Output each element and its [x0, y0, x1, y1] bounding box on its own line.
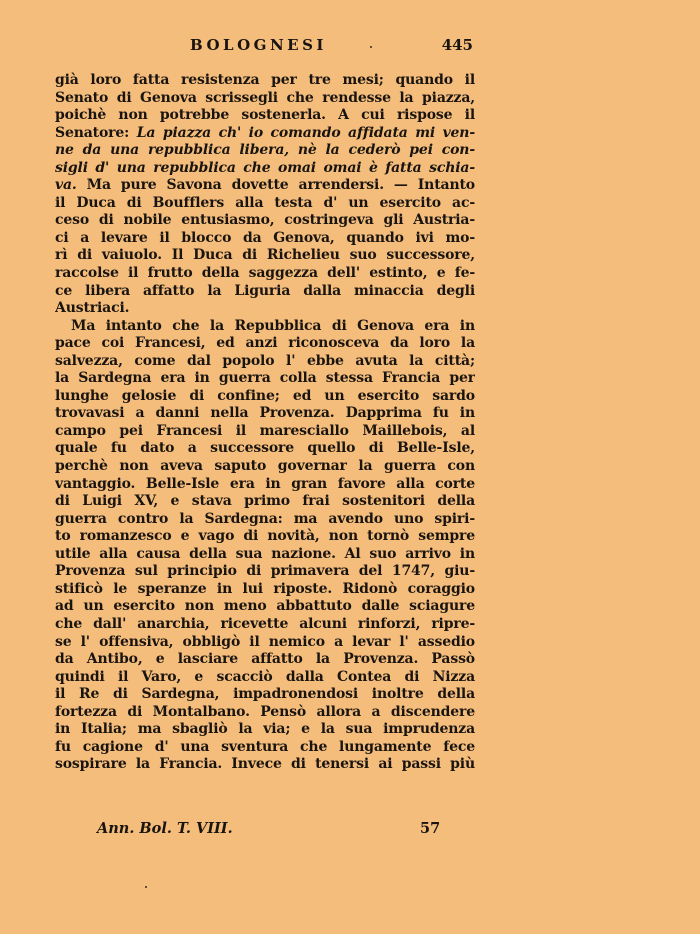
text-line	[55, 651, 475, 669]
text-line	[55, 90, 475, 108]
line-text: to romanzesco e vago di novità, non tornò sempre	[55, 528, 475, 545]
line-text: salvezza, come dal popolo l' ebbe avuta la città;	[55, 352, 475, 369]
text-line	[55, 388, 475, 406]
line-text: utile alla causa della sua nazione. Al suo arrivo in	[55, 545, 475, 562]
line-text: Senatore:	[55, 124, 137, 141]
line-text: se l' offensiva, obbligò il nemico a levar l' assedio	[55, 633, 475, 650]
signature-number: 57	[420, 820, 441, 837]
line-text: la Sardegna era in guerra colla stessa Francia per	[55, 370, 475, 387]
text-line	[55, 458, 475, 476]
text-line	[55, 476, 475, 494]
text-line	[55, 107, 475, 125]
line-text: ci a levare il blocco da Genova, quando ivi mo-	[55, 229, 475, 246]
line-text: il Duca di Boufflers alla testa d' un esercito ac-	[55, 194, 475, 211]
printer-signature	[55, 820, 475, 842]
text-line	[55, 511, 475, 529]
text-line	[55, 195, 475, 213]
text-line	[55, 160, 475, 178]
text-line	[55, 598, 475, 616]
text-line	[55, 423, 475, 441]
text-line	[55, 581, 475, 599]
running-title: BOLOGNESI	[190, 36, 327, 54]
text-line	[55, 247, 475, 265]
running-head	[55, 36, 475, 58]
line-italic-text: va.	[55, 177, 77, 194]
text-line	[55, 142, 475, 160]
text-line	[55, 318, 475, 336]
line-text: ceso di nobile entusiasmo, costringeva gli Austria-	[55, 212, 475, 229]
text-line	[55, 546, 475, 564]
line-text: poichè non potrebbe sostenerla. A cui rispose il	[55, 107, 475, 124]
line-text: ce libera affatto la Liguria dalla minaccia degli	[55, 282, 475, 299]
text-line	[55, 125, 475, 143]
text-line	[55, 72, 475, 90]
line-text: vantaggio. Belle-Isle era in gran favore alla corte	[55, 475, 475, 492]
text-line	[55, 353, 475, 371]
line-italic-text: sigli d' una repubblica che omai omai è fatta schia-	[55, 159, 475, 176]
line-text: di Luigi XV, e stava primo frai sostenitori della	[55, 493, 475, 510]
line-text: campo pei Francesi il maresciallo Maillebois, al	[55, 422, 475, 439]
text-line	[55, 704, 475, 722]
line-text: trovavasi a danni nella Provenza. Dapprima fu in	[55, 405, 475, 422]
line-text: guerra contro la Sardegna: ma avendo uno spiri-	[55, 510, 475, 527]
line-text: il Re di Sardegna, impadronendosi inoltre della	[55, 686, 475, 703]
text-line	[55, 283, 475, 301]
line-text: lunghe gelosie di confine; ed un esercito sardo	[55, 387, 475, 404]
line-text: da Antibo, e lasciare affatto la Provenza. Passò	[55, 651, 475, 668]
line-text: raccolse il frutto della saggezza dell' estinto, e fe-	[55, 265, 475, 282]
text-line	[55, 405, 475, 423]
line-text: quindi il Varo, e scacciò dalla Contea di Nizza	[55, 668, 475, 685]
page-number: 445	[441, 36, 473, 54]
line-text: sospirare la Francia. Invece di tenersi ai passi più	[55, 756, 475, 773]
text-line	[55, 756, 475, 774]
text-line	[55, 212, 475, 230]
line-text: rì di vaiuolo. Il Duca di Richelieu suo successore,	[55, 247, 475, 264]
paper-speck	[370, 46, 372, 48]
text-line	[55, 634, 475, 652]
text-line	[55, 265, 475, 283]
body-text	[55, 72, 475, 774]
text-line	[55, 177, 475, 195]
text-line	[55, 335, 475, 353]
text-line	[55, 440, 475, 458]
text-line	[55, 528, 475, 546]
line-italic-text: ne da una repubblica libera, nè la cederò pei con-	[55, 142, 475, 159]
text-line	[55, 669, 475, 687]
paper-speck	[145, 886, 147, 888]
line-text: Provenza sul principio di primavera del 1747, giu-	[55, 563, 475, 580]
line-text: Senato di Genova scrissegli che rendesse la piazza,	[55, 89, 475, 106]
line-text: che dall' anarchia, ricevette alcuni rinforzi, ripre-	[55, 615, 475, 632]
line-text: fu cagione d' una sventura che lungamente fece	[55, 738, 475, 755]
line-text: già loro fatta resistenza per tre mesi; quando il	[55, 72, 475, 88]
line-text: Austriaci.	[55, 300, 130, 317]
text-line	[55, 616, 475, 634]
text-line	[55, 686, 475, 704]
line-text: Ma pure Savona dovette arrendersi. — Intanto	[76, 177, 475, 194]
text-line	[55, 300, 475, 318]
line-text: in Italia; ma sbagliò la via; e la sua imprudenza	[55, 721, 475, 738]
line-text: stificò le speranze in lui riposte. Ridonò coraggio	[55, 580, 475, 597]
text-line	[55, 721, 475, 739]
text-line	[55, 739, 475, 757]
text-line	[55, 493, 475, 511]
line-text: ad un esercito non meno abbattuto dalle sciagure	[55, 598, 475, 615]
line-text: fortezza di Montalbano. Pensò allora a discendere	[55, 703, 475, 720]
line-text: pace coi Francesi, ed anzi riconosceva da loro la	[55, 335, 475, 352]
line-italic-text: La piazza ch' io comando affidata mi ven-	[136, 124, 475, 141]
line-text: quale fu dato a successore quello di Belle-Isle,	[55, 440, 475, 457]
signature-mark: Ann. Bol. T. VIII.	[97, 820, 233, 837]
text-line	[55, 563, 475, 581]
line-text: Ma intanto che la Repubblica di Genova era in	[71, 317, 475, 334]
text-line	[55, 370, 475, 388]
text-line	[55, 230, 475, 248]
line-text: perchè non aveva saputo governar la guerra con	[55, 458, 475, 475]
